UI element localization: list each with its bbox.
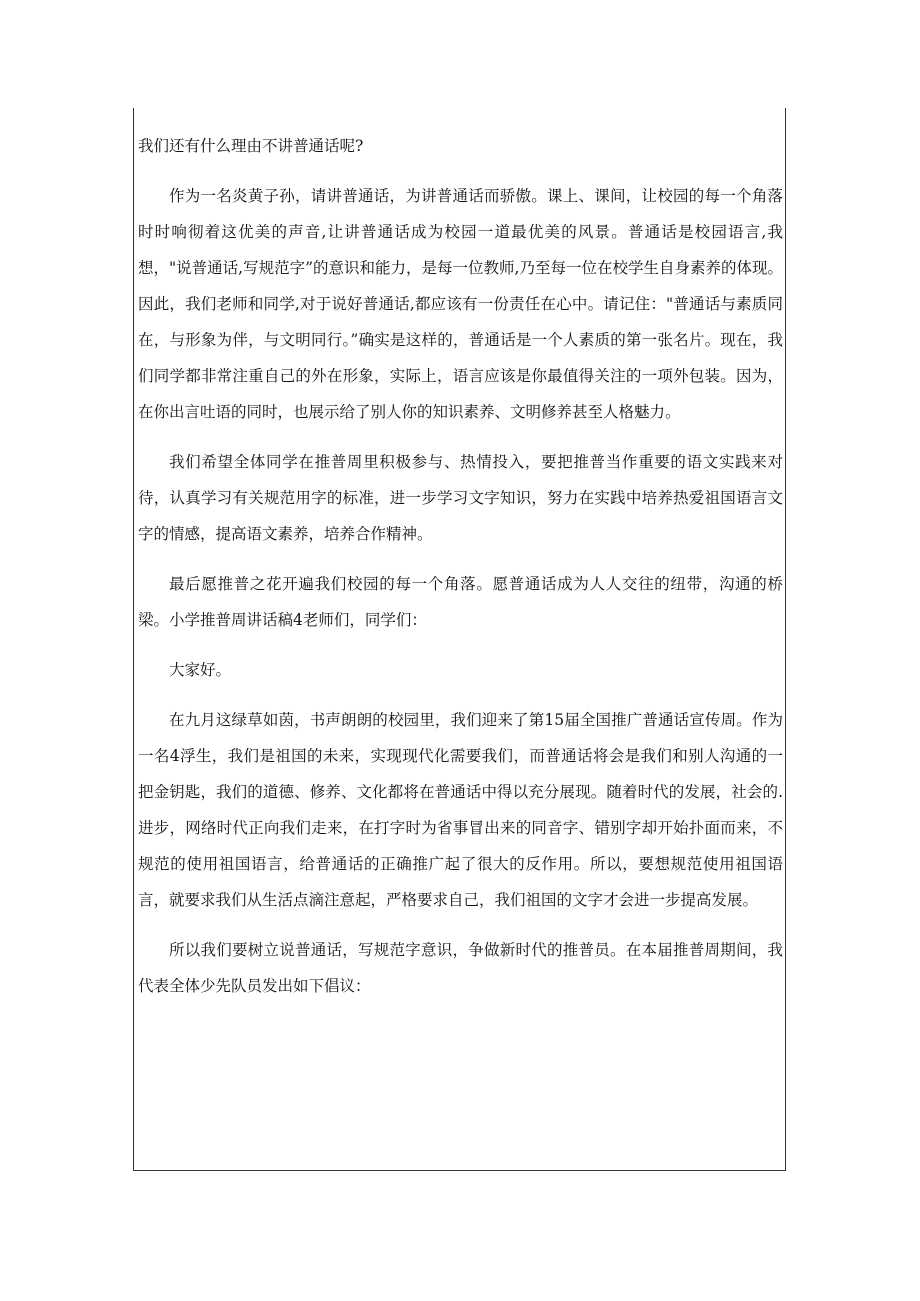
document-body: [138, 128, 783, 1004]
paragraph-1: 我们还有什么理由不讲普通话呢?: [138, 137, 364, 155]
paragraph-5: 大家好。: [169, 661, 232, 679]
page-frame: [133, 108, 786, 1171]
paragraph-3: 我们希望全体同学在推普周里积极参与、热情投入，要把推普当作重要的语文实践来对待，认真学习有关规范用字的标准，进一步学习文字知识，努力在实践中培养热爱祖国语言文字的情感，提高语文素养，培养合作精神。: [138, 453, 783, 543]
paragraph-2: 作为一名炎黄子孙，请讲普通话，为讲普通话而骄傲。课上、课间，让校园的每一个角落时时响彻着这优美的声音,让讲普通话成为校园一道最优美的风景。普通话是校园语言,我想，"说普通话,写规范字”的意识和能力，是每一位教师,乃至每一位在校学生自身素养的体现。因此，我们老师和同学,对于说好普通话,都应该有一份责任在心中。请记住："普通话与素质同在，与形象为伴，与文明同行。”确实是这样的，普通话是一个人素质的第一张名片。现在，我们同学都非常注重自己的外在形象，实际上，语言应该是你最值得关注的一项外包装。因为，在你出言吐语的同时，也展示给了别人你的知识素养、文明修养甚至人格魅力。: [138, 187, 783, 421]
paragraph-4: 最后愿推普之花开遍我们校园的每一个角落。愿普通话成为人人交往的纽带，沟通的桥梁。小学推普周讲话稿4老师们，同学们：: [138, 575, 783, 629]
paragraph-7: 所以我们要树立说普通话，写规范字意识，争做新时代的推普员。在本届推普周期间，我代表全体少先队员发出如下倡议：: [138, 941, 783, 995]
paragraph-6: 在九月这绿草如茵，书声朗朗的校园里，我们迎来了第15届全国推广普通话宣传周。作为一名4浮生，我们是祖国的未来，实现现代化需要我们，而普通话将会是我们和别人沟通的一把金钥匙，我们的道德、修养、文化都将在普通话中得以充分展现。随着时代的发展，社会的.进步，网络时代正向我们走来，在打字时为省事冒出来的同音字、错别字却开始扑面而来，不规范的使用祖国语言，给普通话的正确推广起了很大的反作用。所以，要想规范使用祖国语言，就要求我们从生活点滴注意起，严格要求自己，我们祖国的文字才会进一步提高发展。: [138, 711, 783, 909]
